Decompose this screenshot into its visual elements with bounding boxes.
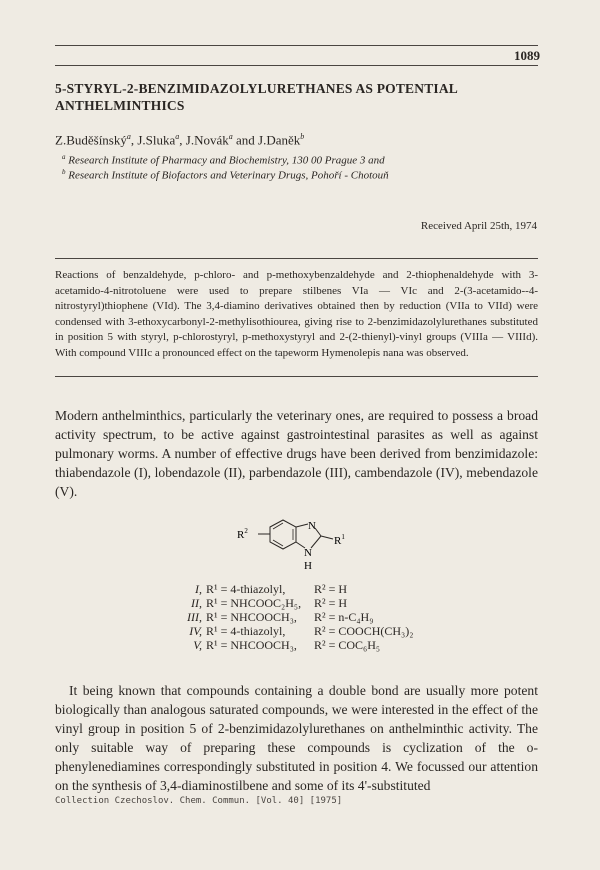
- r1-label: $R^1$: [334, 533, 345, 547]
- author-separator: ,: [179, 132, 186, 148]
- compound-r1: R¹ = 4-thiazolyl,: [206, 624, 286, 638]
- n1-label: N: [308, 520, 316, 532]
- author-list: [55, 132, 535, 148]
- compound-label: I,: [195, 582, 202, 596]
- header-rule-top: [55, 45, 538, 46]
- compound-label: V,: [193, 638, 202, 652]
- affiliation-a-text: Research Institute of Pharmacy and Biochemistry, 130 00 Prague 3 and: [68, 154, 385, 167]
- affiliation-b: [62, 168, 542, 182]
- received-date: Received April 25th, 1974: [420, 220, 537, 232]
- benzimidazole-structure: [225, 512, 385, 572]
- paragraph-1: Modern anthelminthics, particularly the veterinary ones, are required to possess a broad activity spectrum, to be active against gastrointestinal parasites as well as against pulmonary worms. A number of effective drugs have been derived from benzimidazole: thiabendazole (I), lobendazole (II), parbendazole (III), cambendazole (IV), mebendazole (V).: [55, 408, 538, 499]
- compound-r2: R² = H: [314, 596, 348, 610]
- compound-row: [170, 610, 450, 624]
- inner-bond-1: [273, 523, 283, 529]
- compound-row: [170, 638, 450, 652]
- bond-c2-n3: [311, 536, 321, 548]
- author-3-mark: a: [228, 132, 233, 141]
- compound-r1: R¹ = NHCOOC₂H₅,: [206, 596, 302, 610]
- abstract-rule-top: [55, 258, 538, 259]
- affiliation-b-text: Research Institute of Biofactors and Veterinary Drugs, Pohoří - Chotouň: [68, 169, 389, 182]
- compound-row: [170, 596, 450, 610]
- compound-r2: R² = COOCH(CH₃)₂: [314, 624, 414, 638]
- affiliation-a-mark: a: [62, 153, 66, 161]
- author-1-mark: a: [126, 132, 131, 141]
- article-title: 5-STYRYL-2-BENZIMIDAZOLYLURETHANES AS POTENTIAL ANTHELMINTHICS: [55, 81, 458, 113]
- compound-label: IV,: [189, 624, 202, 638]
- benzene-ring: [270, 520, 296, 549]
- author-2: J.Sluka: [137, 132, 176, 148]
- n3-label: N: [304, 547, 312, 559]
- bond-c-n1: [296, 524, 308, 527]
- r2-label: $R^2$: [237, 527, 248, 541]
- author-4: J.Daněk: [258, 132, 301, 148]
- page-number: 1089: [514, 48, 540, 63]
- abstract-text: Reactions of benzaldehyde, p-chloro- and p-methoxybenzaldehyde and 2-thiophenaldehyde with 3-acetamido-4-nitrotoluene were used to prepare stilbenes VIa — VIc and 2-(3-acetamido--4-nitrostyryl)thiophene (VId). The 3,4-diamino derivatives obtained then by reduction (VIIa to VIId) were condensed with 3-ethoxycarbonyl-2-methylisothiourea, giving rise to 2-benzimidazolylurethanes substituted in position 5 with styryl, p-chlorostyryl, p-methoxystyryl and 2-(2-thienyl)-vinyl groups (VIIIa — VIIId). With compound VIIIc a pronounced effect on the tapeworm Hymenolepis nana was observed.: [55, 269, 538, 359]
- author-separator: ,: [130, 132, 138, 148]
- bond-c2-r1: [321, 536, 333, 539]
- journal-citation: Collection Czechoslov. Chem. Commun. [Vol. 40] [1975]: [55, 796, 343, 806]
- inner-bond-3: [273, 540, 283, 546]
- compound-r2: R² = COC₆H₅: [314, 638, 381, 652]
- compound-list: [170, 582, 450, 652]
- author-1: Z.Buděšínský: [55, 132, 127, 148]
- affiliation-b-mark: b: [62, 168, 66, 176]
- compound-label: III,: [187, 610, 202, 624]
- compound-row: [170, 624, 450, 638]
- compound-r1: R¹ = 4-thiazolyl,: [206, 582, 286, 596]
- compound-r1: R¹ = NHCOOCH₃,: [206, 638, 297, 652]
- author-2-mark: a: [175, 132, 180, 141]
- paragraph-2: It being known that compounds containing a double bond are usually more potent biologically than analogous saturated compounds, we were interested in the effect of the vinyl group in position 5 of 2-benzimidazolylurethanes on anthelminthic activity. The only suitable way of preparing these compounds is cyclization of the o-phenylenediamines correspondingly substituted in position 4. We focussed our attention on the synthesis of 3,4-diaminostilbene and some of its 4'-substituted: [55, 683, 538, 793]
- header-rule-bottom: [55, 65, 538, 66]
- compound-r2: R² = n-C₄H₉: [314, 610, 374, 624]
- compound-r2: R² = H: [314, 582, 348, 596]
- compound-row: [170, 582, 450, 596]
- author-separator: and: [232, 132, 259, 148]
- author-4-mark: b: [300, 132, 305, 141]
- h-label: H: [304, 560, 312, 572]
- abstract-rule-bottom: [55, 376, 538, 377]
- compound-label: II,: [191, 596, 202, 610]
- author-3: J.Novák: [185, 132, 229, 148]
- compound-r1: R¹ = NHCOOCH₃,: [206, 610, 297, 624]
- affiliation-a: [62, 153, 542, 167]
